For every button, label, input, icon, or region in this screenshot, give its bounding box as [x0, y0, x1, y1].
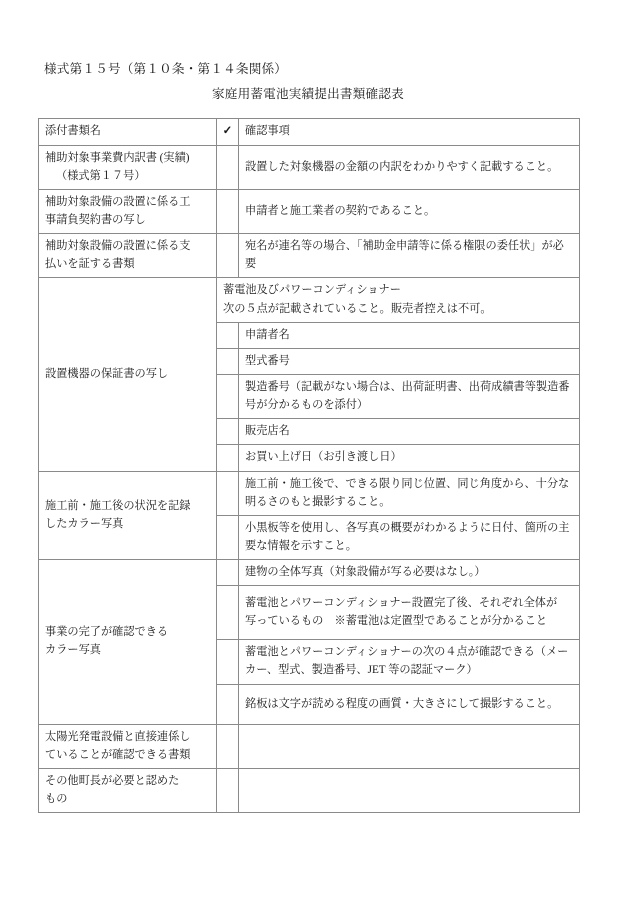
row-document-name-line2: 払いを証する書類	[45, 258, 135, 271]
row-document-name	[39, 234, 217, 278]
row-document-name-line1: 補助対象事業費内訳書 (実績)	[45, 151, 190, 164]
form-number: 様式第１５号（第１０条・第１４条関係）	[44, 62, 288, 76]
row-confirmation	[239, 768, 580, 812]
row-checkbox-cell[interactable]	[217, 419, 239, 445]
row-confirmation: 施工前・施工後で、できる限り同じ位置、同じ角度から、十分な明るさのもと撮影すること。	[239, 471, 580, 515]
row-checkbox-cell[interactable]	[217, 684, 239, 724]
row-confirmation: 製造番号（記載がない場合は、出荷証明書、出荷成績書等製造番号が分かるものを添付）	[239, 375, 580, 419]
row-checkbox-cell[interactable]	[217, 471, 239, 515]
header-document-name: 添付書類名	[39, 119, 217, 146]
table-row	[39, 189, 580, 233]
row-checkbox-cell[interactable]	[217, 768, 239, 812]
row-document-name-line2: 事請負契約書の写し	[45, 214, 146, 227]
row-checkbox-cell[interactable]	[217, 375, 239, 419]
row-document-name-line2: したカラー写真	[45, 517, 124, 530]
row-document-name-line2: カラー写真	[45, 644, 101, 657]
table-row	[39, 768, 580, 812]
row-checkbox-cell[interactable]	[217, 348, 239, 374]
row-document-name-line1: 補助対象設備の設置に係る工	[45, 195, 191, 208]
header-check-icon: ✓	[217, 119, 239, 146]
row-document-name-line2: ていることが確認できる書類	[45, 748, 191, 761]
row-document-name-line2: もの	[45, 793, 68, 805]
row-checkbox-cell[interactable]	[217, 640, 239, 684]
row-confirmation: 宛名が連名等の場合、「補助金申請等に係る権限の委任状」が必要	[239, 234, 580, 278]
page-title: 家庭用蓄電池実績提出書類確認表	[212, 86, 404, 101]
row-document-name	[39, 724, 217, 768]
row-confirmation: 申請者名	[239, 322, 580, 348]
row-confirmation: 申請者と施工業者の契約であること。	[239, 189, 580, 233]
row-checkbox-cell[interactable]	[217, 724, 239, 768]
row-document-name	[39, 471, 217, 560]
row-confirmation: 設置した対象機器の金額の内訳をわかりやすく記載すること。	[239, 145, 580, 189]
row-checkbox-cell[interactable]	[217, 322, 239, 348]
table-row	[39, 145, 580, 189]
row-document-name	[39, 768, 217, 812]
row-document-name-line1: その他町長が必要と認めた	[45, 774, 180, 787]
table-row	[39, 278, 580, 322]
row-checkbox-cell[interactable]	[217, 145, 239, 189]
row-document-name	[39, 145, 217, 189]
row-confirmation: お買い上げ日（お引き渡し日）	[239, 445, 580, 471]
table-row	[39, 724, 580, 768]
row-confirmation: 小黒板等を使用し、各写真の概要がわかるように日付、箇所の主要な情報を示すこと。	[239, 515, 580, 559]
row-confirmation: 蓄電池とパワーコンディショナーの次の４点が確認できる（メーカー、型式、製造番号、JET 等の認証マーク）	[239, 640, 580, 684]
checklist-table	[38, 118, 580, 813]
row-document-name-line1: 太陽光発電設備と直接連係し	[45, 730, 191, 743]
row-confirmation: 販売店名	[239, 419, 580, 445]
row-document-name	[39, 560, 217, 724]
row-confirmation: 型式番号	[239, 348, 580, 374]
row-confirmation: 蓄電池とパワーコンディショナー設置完了後、それぞれ全体が写っているもの ※蓄電池は定置型であることが分かること	[239, 586, 580, 640]
row-document-name-line1: 施工前・施工後の状況を記録	[45, 499, 191, 512]
row-checkbox-cell[interactable]	[217, 515, 239, 559]
row-checkbox-cell[interactable]	[217, 189, 239, 233]
row-document-name-line1: 補助対象設備の設置に係る支	[45, 240, 191, 253]
document-heading	[44, 60, 584, 104]
checklist-table-container	[38, 118, 579, 813]
row-document-name: 設置機器の保証書の写し	[39, 278, 217, 471]
row-document-name-line2: （様式第１７号）	[56, 169, 146, 182]
row-confirmation-line1: 蓄電池及びパワーコンディショナー	[223, 284, 401, 297]
row-checkbox-cell[interactable]	[217, 445, 239, 471]
table-row	[39, 234, 580, 278]
table-header-row	[39, 119, 580, 146]
table-row	[39, 560, 580, 586]
row-confirmation-line2: 次の５点が記載されていること。販売者控えは不可。	[223, 302, 492, 315]
row-checkbox-cell[interactable]	[217, 234, 239, 278]
row-document-name-line1: 事業の完了が確認できる	[45, 626, 169, 639]
row-confirmation: 建物の全体写真（対象設備が写る必要はなし。）	[239, 560, 580, 586]
row-confirmation: 銘板は文字が読める程度の画質・大きさにして撮影すること。	[239, 684, 580, 724]
table-row	[39, 471, 580, 515]
header-confirmation: 確認事項	[239, 119, 580, 146]
row-confirmation	[239, 724, 580, 768]
row-document-name	[39, 189, 217, 233]
row-confirmation-span	[217, 278, 580, 322]
row-checkbox-cell[interactable]	[217, 560, 239, 586]
row-checkbox-cell[interactable]	[217, 586, 239, 640]
